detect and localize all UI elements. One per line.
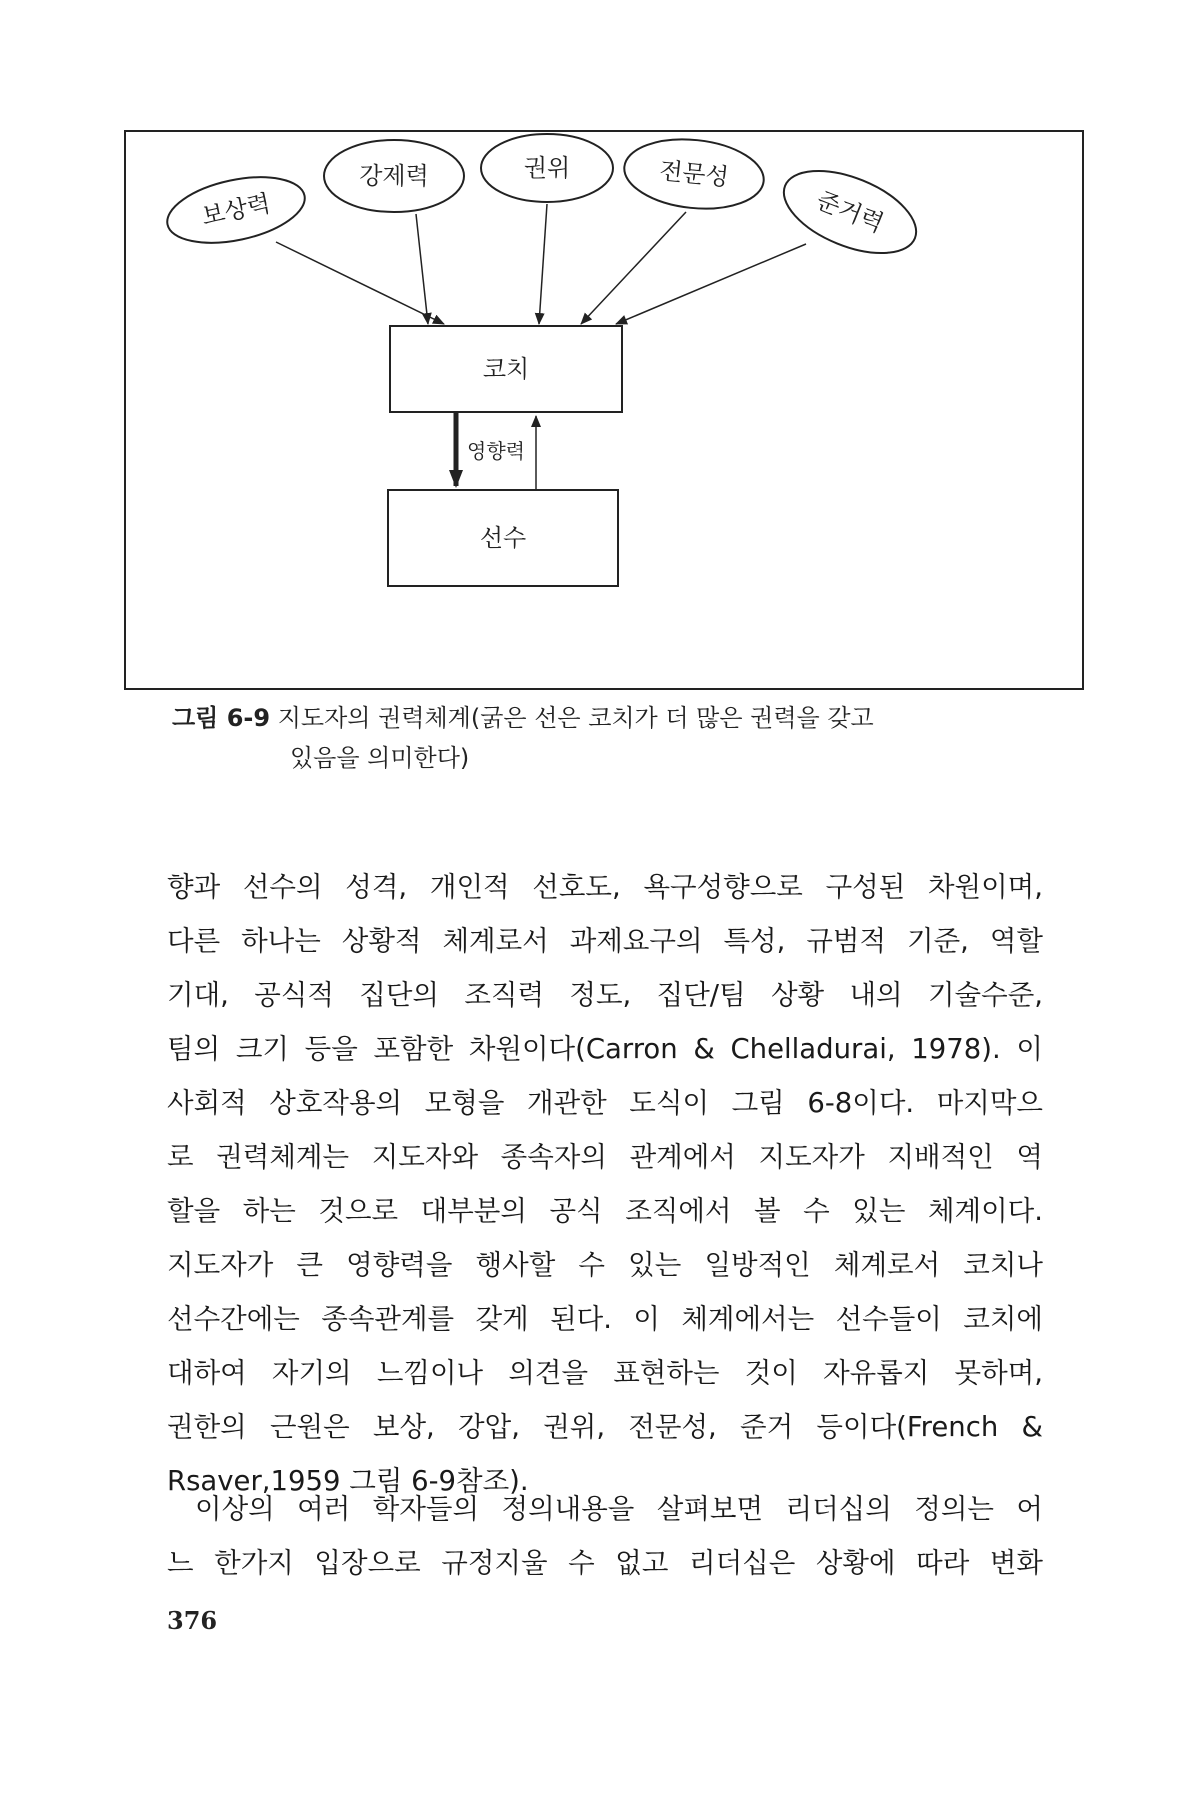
caption-line-1: 지도자의 권력체계(굵은 선은 코치가 더 많은 권력을 갖고 (277, 704, 874, 732)
source-oval-referent (772, 154, 927, 269)
text-line: 향과 선수의 성격, 개인적 선호도, 욕구성향으로 구성된 차원이며, (167, 871, 1043, 903)
arrow-reward-to-coach (276, 242, 444, 324)
text-line: Rsaver,1959 그림 6-9참조). (167, 1465, 529, 1497)
source-oval-coercive (324, 140, 464, 212)
text-line: 할을 하는 것으로 대부분의 공식 조직에서 볼 수 있는 체계이다. (167, 1195, 1043, 1227)
source-label-authority: 권위 (523, 154, 571, 182)
text-line: 느 한가지 입장으로 규정지울 수 없고 리더십은 상황에 따라 변화 (167, 1547, 1043, 1579)
text-line: 기대, 공식적 집단의 조직력 정도, 집단/팀 상황 내의 기술수준, (167, 979, 1043, 1011)
text-line: 권한의 근원은 보상, 강압, 권위, 전문성, 준거 등이다(French & (167, 1411, 1043, 1443)
power-system-diagram (126, 132, 1086, 692)
text-line: 로 권력체계는 지도자와 종속자의 관계에서 지도자가 지배적인 역 (167, 1141, 1043, 1173)
text-line: 이상의 여러 학자들의 정의내용을 살펴보면 리더십의 정의는 어 (195, 1493, 1043, 1525)
source-label-reward: 보상력 (199, 189, 273, 231)
figure-caption (172, 698, 1052, 778)
arrow-expert-to-coach (581, 212, 686, 324)
source-label-referent: 준거력 (812, 185, 888, 239)
caption-line-2: 있음을 의미한다) (290, 744, 470, 772)
caption-figure-number: 그림 6-9 (172, 704, 271, 732)
page-number: 376 (167, 1606, 218, 1635)
text-line: 팀의 크기 등을 포함한 차원이다(Carron & Chelladurai, 1978). 이 (167, 1033, 1043, 1065)
body-paragraph-2 (167, 1482, 1043, 1590)
figure-power-system (124, 130, 1084, 690)
text-line: 사회적 상호작용의 모형을 개관한 도식이 그림 6-8이다. 마지막으 (167, 1087, 1043, 1119)
source-oval-reward (161, 166, 310, 254)
source-label-expert: 전문성 (657, 156, 731, 192)
influence-label: 영향력 (467, 439, 525, 463)
arrow-coercive-to-coach (416, 214, 428, 324)
source-label-coercive: 강제력 (359, 162, 429, 190)
body-paragraph-1 (167, 860, 1043, 1508)
player-label: 선수 (479, 524, 527, 552)
source-oval-expert (621, 133, 767, 215)
text-line: 다른 하나는 상황적 체계로서 과제요구의 특성, 규범적 기준, 역할 (167, 925, 1043, 957)
player-box (388, 490, 618, 586)
text-line: 선수간에는 종속관계를 갖게 된다. 이 체계에서는 선수들이 코치에 (167, 1303, 1043, 1335)
coach-box (390, 326, 622, 412)
text-line: 지도자가 큰 영향력을 행사할 수 있는 일방적인 체계로서 코치나 (167, 1249, 1043, 1281)
coach-label: 코치 (482, 355, 530, 383)
arrow-authority-to-coach (539, 204, 547, 324)
source-oval-authority (481, 134, 613, 202)
text-line: 대하여 자기의 느낌이나 의견을 표현하는 것이 자유롭지 못하며, (167, 1357, 1043, 1389)
